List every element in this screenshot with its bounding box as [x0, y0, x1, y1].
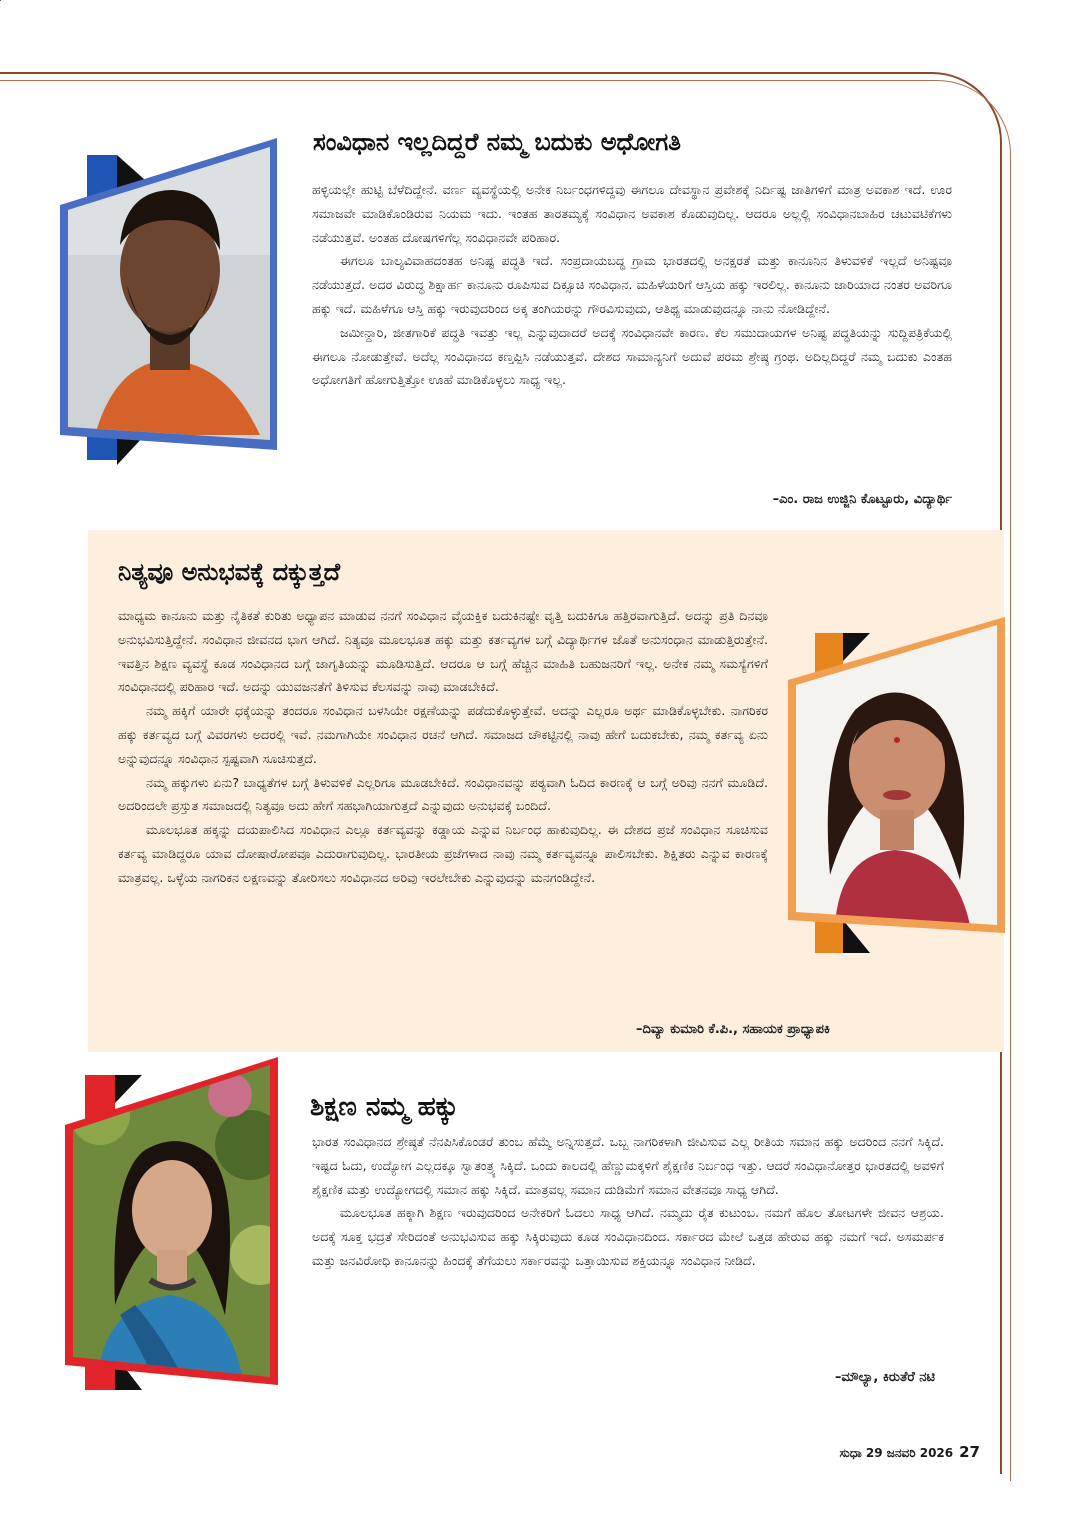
article1-paragraph: ಹಳ್ಳಿಯಲ್ಲೇ ಹುಟ್ಟಿ ಬೆಳೆದಿದ್ದೇನೆ. ವರ್ಣ ವ್ಯವಸ್ಥೆಯಲ್ಲಿ ಅನೇಕ ನಿರ್ಬಂಧಗಳಿದ್ದವು ಈಗಲೂ ದೇವಸ್ಥಾನ ಪ್ರವೇಶಕ್ಕೆ ನಿರ್ದಿಷ್ಟ ಜಾತಿಗಳಿಗೆ ಮಾತ್ರ ಅವಕಾಶ ಇದೆ. ಊರ ಸಮಾಜವೇ ಮಾಡಿಕೊಂಡಿರುವ ನಿಯಮ ಇದು. ಇಂತಹ ತಾರತಮ್ಯಕ್ಕೆ ಸಂವಿಧಾನ ಅವಕಾಶ ಕೊಡುವುದಿಲ್ಲ. ಆದರೂ ಅಲ್ಲಲ್ಲಿ ಸಂವಿಧಾನಬಾಹಿರ ಚಟುವಟಿಕೆಗಳು ನಡೆಯುತ್ತವೆ. ಅಂತಹ ದೋಷಗಳಿಗೆಲ್ಲ ಸಂವಿಧಾನವೇ ಪರಿಹಾರ. [312, 182, 952, 245]
page-number: 27 [959, 1443, 980, 1461]
article2-title: ನಿತ್ಯವೂ ಅನುಭವಕ್ಕೆ ದಕ್ಕುತ್ತದೆ [118, 558, 341, 586]
article3-paragraph: ಭಾರತ ಸಂವಿಧಾನದ ಶ್ರೇಷ್ಠತೆ ನೆನಪಿಸಿಕೊಂಡರೆ ತುಂಬ ಹೆಮ್ಮೆ ಅನ್ನಿಸುತ್ತದೆ. ಒಬ್ಬ ನಾಗರಿಕಳಾಗಿ ಜೀವಿಸುವ ಎಲ್ಲ ರೀತಿಯ ಸಮಾನ ಹಕ್ಕು ಅದರಿಂದ ನನಗೆ ಸಿಕ್ಕಿದೆ. ಇಷ್ಟದ ಓದು, ಉದ್ಯೋಗ ಎಲ್ಲದಕ್ಕೂ ಸ್ವಾತಂತ್ರ್ಯ ಸಿಕ್ಕಿದೆ. ಒಂದು ಕಾಲದಲ್ಲಿ ಹೆಣ್ಣುಮಕ್ಕಳಿಗೆ ಶೈಕ್ಷಣಿಕ ನಿರ್ಬಂಧ ಇತ್ತು. ಆದರೆ ಸಂವಿಧಾನೋತ್ತರ ಭಾರತದಲ್ಲಿ ಅವಳಿಗೆ ಶೈಕ್ಷಣಿಕ ಮತ್ತು ಉದ್ಯೋಗದಲ್ಲಿ ಸಮಾನ ಹಕ್ಕು ಸಿಕ್ಕಿದೆ. ಮಾತ್ರವಲ್ಲ ಸಮಾನ ದುಡಿಮೆಗೆ ಸಮಾನ ವೇತನವೂ ಸಾಧ್ಯ ಆಗಿದೆ. [312, 1134, 944, 1197]
article2-paragraph: ನಮ್ಮ ಹಕ್ಕುಗಳು ಏನು? ಬಾಧ್ಯತೆಗಳ ಬಗ್ಗೆ ತಿಳುವಳಿಕೆ ಎಲ್ಲರಿಗೂ ಮೂಡಬೇಕಿದೆ. ಸಂವಿಧಾನವನ್ನು ಪಠ್ಯವಾಗಿ ಓದಿದ ಕಾರಣಕ್ಕೆ ಆ ಬಗ್ಗೆ ಅರಿವು ನನಗೆ ಮೂಡಿದೆ. ಅದರಿಂದಲೇ ಪ್ರಸ್ತುತ ಸಮಾಜದಲ್ಲಿ ನಿತ್ಯವೂ ಅದು ಹೇಗೆ ಸಹಭಾಗಿಯಾಗುತ್ತದೆ ಎನ್ನುವುದು ಅನುಭವಕ್ಕೆ ಬಂದಿದೆ. [118, 774, 768, 814]
article2-paragraph: ಮಾಧ್ಯಮ ಕಾನೂನು ಮತ್ತು ನೈತಿಕತೆ ಕುರಿತು ಅಧ್ಯಾಪನ ಮಾಡುವ ನನಗೆ ಸಂವಿಧಾನ ವೈಯಕ್ತಿಕ ಬದುಕಿನಷ್ಟೇ ವೃತ್ತಿ ಬದುಕಿಗೂ ಹತ್ತಿರವಾಗುತ್ತಿದೆ. ಅದನ್ನು ಪ್ರತಿ ದಿನವೂ ಅನುಭವಿಸುತ್ತಿದ್ದೇನೆ. ಸಂವಿಧಾನ ಜೀವನದ ಭಾಗ ಆಗಿದೆ. ನಿತ್ಯವೂ ಮೂಲಭೂತ ಹಕ್ಕು ಮತ್ತು ಕರ್ತವ್ಯಗಳ ಬಗ್ಗೆ ವಿದ್ಯಾರ್ಥಿಗಳ ಜೊತೆ ಅನುಸಂಧಾನ ಮಾಡುತ್ತಿರುತ್ತೇನೆ. ಇವತ್ತಿನ ಶಿಕ್ಷಣ ವ್ಯವಸ್ಥೆ ಕೂಡ ಸಂವಿಧಾನದ ಬಗ್ಗೆ ಜಾಗೃತಿಯನ್ನು ಮೂಡಿಸುತ್ತಿದೆ. ಆದರೂ ಆ ಬಗ್ಗೆ ಹೆಚ್ಚಿನ ಮಾಹಿತಿ ಬಹುಜನರಿಗೆ ಇಲ್ಲ. ಅನೇಕ ನಮ್ಮ ಸಮಸ್ಯೆಗಳಿಗೆ ಸಂವಿಧಾನದಲ್ಲಿ ಪರಿಹಾರ ಇದೆ. ಅದನ್ನು ಯುವಜನತೆಗೆ ತಿಳಿಸುವ ಕೆಲಸವನ್ನು ನಾವು ಮಾಡಬೇಕಿದೆ. [118, 608, 768, 695]
article2-body [118, 604, 768, 890]
article2-paragraph: ಮೂಲಭೂತ ಹಕ್ಕನ್ನು ದಯಪಾಲಿಸಿದ ಸಂವಿಧಾನ ಎಲ್ಲೂ ಕರ್ತವ್ಯವನ್ನು ಕಡ್ಡಾಯ ಎನ್ನುವ ನಿರ್ಬಂಧ ಹಾಕುವುದಿಲ್ಲ. ಈ ದೇಶದ ಪ್ರಜೆ ಸಂವಿಧಾನ ಸೂಚಿಸುವ ಕರ್ತವ್ಯ ಮಾಡಿದ್ದರೂ ಯಾವ ದೋಷಾರೋಪವೂ ಎದುರಾಗುವುದಿಲ್ಲ. ಭಾರತೀಯ ಪ್ರಜೆಗಳಾದ ನಾವು ನಮ್ಮ ಕರ್ತವ್ಯವನ್ನೂ ಪಾಲಿಸಬೇಕು. ಶಿಕ್ಷಿತರು ಎನ್ನುವ ಕಾರಣಕ್ಕೆ ಮಾತ್ರವಲ್ಲ. ಒಳ್ಳೆಯ ನಾಗರಿಕನ ಲಕ್ಷಣವನ್ನು ತೋರಿಸಲು ಸಂವಿಧಾನದ ಅರಿವು ಇರಲೇಬೇಕು ಎನ್ನುವುದನ್ನು ಮನಗಂಡಿದ್ದೇನೆ. [118, 822, 768, 885]
crop-mark [0, 0, 1, 1]
article3-title: ಶಿಕ್ಷಣ ನಮ್ಮ ಹಕ್ಕು [310, 1092, 459, 1122]
article3-byline: –ಮೌಲ್ಯಾ, ಕಿರುತೆರೆ ನಟಿ [834, 1370, 935, 1385]
article2-byline: –ದಿವ್ಯಾ ಕುಮಾರಿ ಕೆ.ಪಿ., ಸಹಾಯಕ ಪ್ರಾಧ್ಯಾಪಕಿ [635, 1022, 830, 1037]
page-footer [790, 1443, 980, 1461]
article1-paragraph: ಈಗಲೂ ಬಾಲ್ಯವಿವಾಹದಂತಹ ಅನಿಷ್ಟ ಪದ್ಧತಿ ಇದೆ. ಸಂಪ್ರದಾಯಬದ್ಧ ಗ್ರಾಮ ಭಾರತದಲ್ಲಿ ಅನಕ್ಷರತೆ ಮತ್ತು ಕಾನೂನಿನ ತಿಳುವಳಿಕೆ ಇಲ್ಲದೆ ಅನಿಷ್ಟವೂ ನಡೆಯುತ್ತದೆ. ಅದರ ವಿರುದ್ಧ ಶಿಕ್ಷಾರ್ಹ ಕಾನೂನು ರೂಪಿಸುವ ದಿಕ್ಸೂಚಿ ಸಂವಿಧಾನ. ಮಹಿಳೆಯರಿಗೆ ಆಸ್ತಿಯ ಹಕ್ಕು ಇರಲಿಲ್ಲ. ಕಾನೂನು ಜಾರಿಯಾದ ನಂತರ ಅವರಿಗೂ ಹಕ್ಕು ಇದೆ. ಮಹಿಳೆಗೂ ಆಸ್ತಿ ಹಕ್ಕು ಇರುವುದರಿಂದ ಅಕ್ಕ ತಂಗಿಯರನ್ನು ಗೌರವಿಸುವುದು, ಆತಿಥ್ಯ ಮಾಡುವುದನ್ನೂ ನಾನು ನೋಡಿದ್ದೇನೆ. [312, 253, 952, 316]
author-photo-3 [60, 1055, 285, 1395]
author-photo-1 [55, 135, 285, 475]
article1-paragraph: ಜಮೀನ್ದಾರಿ, ಜೀತಗಾರಿಕೆ ಪದ್ಧತಿ ಇವತ್ತು ಇಲ್ಲ ಎನ್ನುವುದಾದರೆ ಅದಕ್ಕೆ ಸಂವಿಧಾನವೇ ಕಾರಣ. ಕೆಲ ಸಮುದಾಯಗಳ ಅನಿಷ್ಟ ಪದ್ಧತಿಯನ್ನು ಸುದ್ದಿಪತ್ರಿಕೆಯಲ್ಲಿ ಈಗಲೂ ನೋಡುತ್ತೇವೆ. ಅದೆಲ್ಲ ಸಂವಿಧಾನದ ಕಣ್ತಪ್ಪಿಸಿ ನಡೆಯುತ್ತವೆ. ದೇಶದ ಸಾಮಾನ್ಯನಿಗೆ ಅದುವೆ ಪರಮ ಶ್ರೇಷ್ಠ ಗ್ರಂಥ. ಅದಿಲ್ಲದಿದ್ದರೆ ನಮ್ಮ ಬದುಕು ಎಂತಹ ಅಧೋಗತಿಗೆ ಹೋಗುತ್ತಿತ್ತೋ ಊಹೆ ಮಾಡಿಕೊಳ್ಳಲು ಸಾಧ್ಯ ಇಲ್ಲ. [312, 324, 952, 388]
article1-body [312, 178, 952, 392]
article1-byline: –ಎಂ. ರಾಜ ಉಜ್ಜಿನಿ ಕೊಟ್ಟೂರು, ವಿದ್ಯಾರ್ಥಿ [772, 492, 952, 507]
article3-paragraph: ಮೂಲಭೂತ ಹಕ್ಕಾಗಿ ಶಿಕ್ಷಣ ಇರುವುದರಿಂದ ಅನೇಕರಿಗೆ ಓದಲು ಸಾಧ್ಯ ಆಗಿದೆ. ನಮ್ಮದು ರೈತ ಕುಟುಂಬ. ನಮಗೆ ಹೊಲ ತೋಟಗಳೇ ಜೀವನ ಆಶ್ರಯ. ಅದಕ್ಕೆ ಸೂಕ್ತ ಭದ್ರತೆ ಸೇರಿದಂತೆ ಅನುಭವಿಸುವ ಹಕ್ಕು ಸಿಕ್ಕಿರುವುದು ಕೂಡ ಸಂವಿಧಾನದಿಂದ. ಸರ್ಕಾರದ ಮೇಲೆ ಒತ್ತಡ ಹೇರುವ ಹಕ್ಕು ನಮಗೆ ಇದೆ. ಅಸಮರ್ಪಕ ಮತ್ತು ಜನವಿರೋಧಿ ಕಾನೂನನ್ನು ಹಿಂದಕ್ಕೆ ತೆಗೆಯಲು ಸರ್ಕಾರವನ್ನು ಒತ್ತಾಯಿಸುವ ಶಕ್ತಿಯನ್ನೂ ಸಂವಿಧಾನ ನೀಡಿದೆ. [312, 1205, 944, 1268]
article1-title: ಸಂವಿಧಾನ ಇಲ್ಲದಿದ್ದರೆ ನಮ್ಮ ಬದುಕು ಅಧೋಗತಿ [313, 128, 681, 156]
article2-paragraph: ನಮ್ಮ ಹಕ್ಕಿಗೆ ಯಾರೇ ಧಕ್ಕೆಯನ್ನು ತಂದರೂ ಸಂವಿಧಾನ ಬಳಸಿಯೇ ರಕ್ಷಣೆಯನ್ನು ಪಡೆದುಕೊಳ್ಳುತ್ತೇವೆ. ಅದನ್ನು ಎಲ್ಲರೂ ಅರ್ಥ ಮಾಡಿಕೊಳ್ಳಬೇಕು. ನಾಗರಿಕರ ಹಕ್ಕು ಕರ್ತವ್ಯದ ಬಗ್ಗೆ ವಿವರಗಳು ಅದರಲ್ಲಿ ಇವೆ. ನಮಗಾಗಿಯೇ ಸಂವಿಧಾನ ರಚನೆ ಆಗಿದೆ. ಸಮಾಜದ ಚೌಕಟ್ಟಿನಲ್ಲಿ ನಾವು ಹೇಗೆ ಬದುಕಬೇಕು, ನಮ್ಮ ಕರ್ತವ್ಯ ಏನು ಅನ್ನುವುದನ್ನೂ ಸಂವಿಧಾನ ಸ್ಪಷ್ಟವಾಗಿ ಸೂಚಿಸುತ್ತದೆ. [118, 703, 768, 766]
footer-magazine: ಸುಧಾ 29 ಜನವರಿ 2026 [839, 1446, 954, 1460]
article3-body [312, 1130, 944, 1273]
author-photo-2 [785, 615, 1010, 955]
